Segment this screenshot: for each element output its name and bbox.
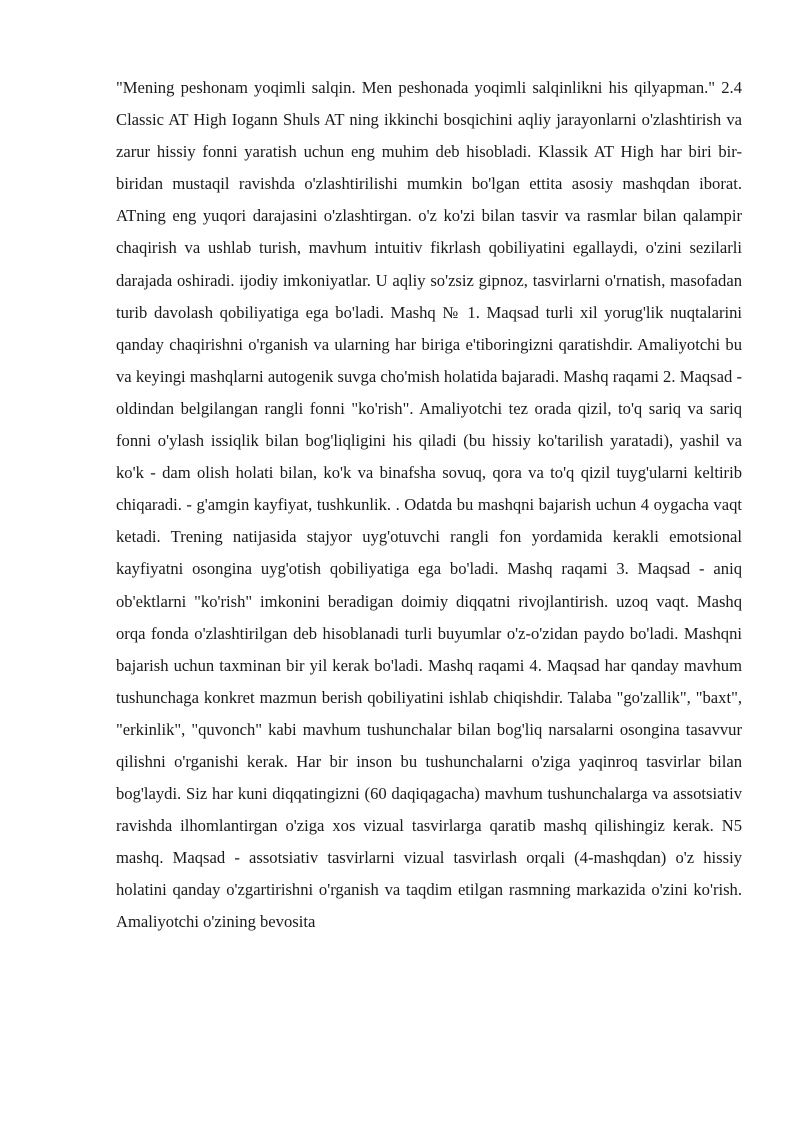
body-paragraph: "Mening peshonam yoqimli salqin. Men peshonada yoqimli salqinlikni his qilyapman." 2.4 Classic AT High Iogann Shuls AT ning ikkinchi bosqichini aqliy jarayonlarni o'zlashtirish va zarur hissiy fonni yaratish uchun eng muhim deb hisobladi. Klassik AT High har biri bir-biridan mustaqil ravishda o'zlashtirilishi mumkin bo'lgan ettita asosiy mashqdan iborat. ATning eng yuqori darajasini o'zlashtirgan. o'z ko'zi bilan tasvir va rasmlar bilan qalampir chaqirish va ushlab turish, mavhum intuitiv fikrlash qobiliyatini egallaydi, o'zini sezilarli darajada oshiradi. ijodiy imkoniyatlar. U aqliy so'zsiz gipnoz, tasvirlarni o'rnatish, masofadan turib davolash qobiliyatiga ega bo'ladi. Mashq № 1. Maqsad turli xil yorug'lik nuqtalarini qanday chaqirishni o'rganish va ularning har biriga e'tiboringizni qaratishdir. Amaliyotchi bu va keyingi mashqlarni autogenik suvga cho'mish holatida bajaradi. Mashq raqami 2. Maqsad - oldindan belgilangan rangli fonni "ko'rish". Amaliyotchi tez orada qizil, to'q sariq va sariq fonni o'ylash issiqlik bilan bog'liqligini his qiladi (bu hissiy ko'tarilish yaratadi), yashil va ko'k - dam olish holati bilan, ko'k va binafsha sovuq, qora va to'q qizil tuyg'ularni keltirib chiqaradi. - g'amgin kayfiyat, tushkunlik. . Odatda bu mashqni bajarish uchun 4 oygacha vaqt ketadi. Trening natijasida stajyor uyg'otuvchi rangli fon yordamida kerakli emotsional kayfiyatni osongina uyg'otish qobiliyatiga ega bo'ladi. Mashq raqami 3. Maqsad - aniq ob'ektlarni "ko'rish" imkonini beradigan doimiy diqqatni rivojlantirish. uzoq vaqt. Mashq orqa fonda o'zlashtirilgan deb hisoblanadi turli buyumlar o'z-o'zidan paydo bo'ladi. Mashqni bajarish uchun taxminan bir yil kerak bo'ladi. Mashq raqami 4. Maqsad har qanday mavhum tushunchaga konkret mazmun berish qobiliyatini ishlab chiqishdir. Talaba "go'zallik", "baxt", "erkinlik", "quvonch" kabi mavhum tushunchalar bilan bog'liq narsalarni osongina tasavvur qilishni o'rganishi kerak. Har bir inson bu tushunchalarni o'ziga yaqinroq tasvirlar bilan bog'laydi. Siz har kuni diqqatingizni (60 daqiqagacha) mavhum tushunchalarga va assotsiativ ravishda ilhomlantirgan o'ziga xos vizual tasvirlarga qaratib mashq qilishingiz kerak. N5 mashq. Maqsad - assotsiativ tasvirlarni vizual tasvirlash orqali (4-mashqdan) o'z hissiy holatini qanday o'zgartirishni o'rganish va taqdim etilgan rasmning markazida o'zini ko'rish. Amaliyotchi o'zining bevosita — [116, 78, 742, 932]
